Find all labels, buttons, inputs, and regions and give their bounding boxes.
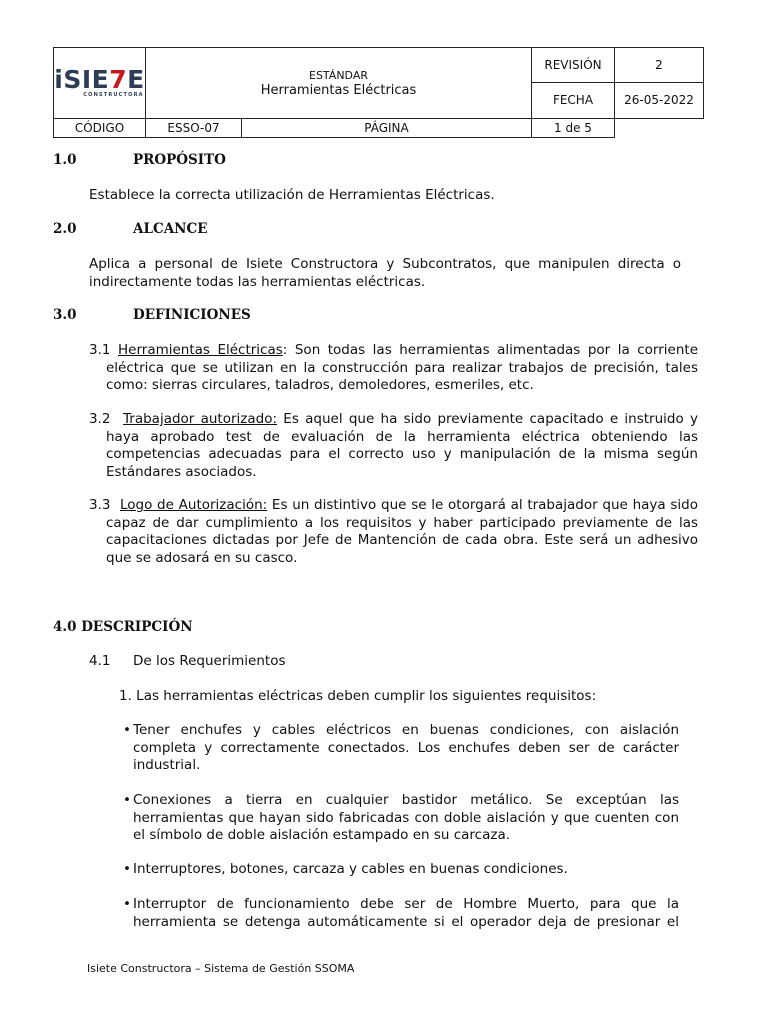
logo-subtext: CONSTRUCTORA bbox=[83, 91, 144, 98]
date-value: 26-05-2022 bbox=[615, 82, 704, 118]
section-3-number: 3.0 bbox=[53, 307, 77, 323]
requirement-bullet-3: Interruptores, botones, carcaza y cables en buenas condiciones. bbox=[133, 861, 568, 877]
requirement-bullet-4: Interruptor de funcionamiento debe ser de Hombre Muerto, para que la herramienta se detenga automáticamente si el operador deja de presionar el bbox=[133, 896, 679, 930]
definition-3-1-term: Herramientas Eléctricas bbox=[118, 342, 283, 358]
revision-label: REVISIÓN bbox=[532, 48, 615, 83]
section-4-title: DESCRIPCIÓN bbox=[81, 619, 193, 635]
revision-value: 2 bbox=[615, 48, 704, 83]
section-4-number: 4.0 bbox=[53, 619, 77, 635]
section-3-title: DEFINICIONES bbox=[133, 307, 251, 323]
document-title: Herramientas Eléctricas bbox=[260, 82, 417, 98]
definition-3-2 bbox=[89, 411, 698, 481]
subsection-4-1-title: De los Requerimientos bbox=[133, 653, 286, 669]
date-label: FECHA bbox=[532, 82, 615, 118]
requirement-item-1: 1. Las herramientas eléctricas deben cumplir los siguientes requisitos: bbox=[119, 688, 597, 704]
subsection-4-1-number: 4.1 bbox=[89, 653, 111, 669]
page-footer: Isiete Constructora – Sistema de Gestión SSOMA bbox=[87, 962, 355, 975]
requirement-bullet-2: Conexiones a tierra en cualquier bastidor metálico. Se exceptúan las herramientas que hayan sido fabricadas con doble aislación y que cuenten con el símbolo de doble aislación estampado en su carcaza. bbox=[133, 792, 679, 843]
section-1-number: 1.0 bbox=[53, 152, 77, 168]
section-1-body: Establece la correcta utilización de Herramientas Eléctricas. bbox=[89, 187, 495, 203]
section-4-heading bbox=[53, 619, 193, 635]
definition-3-3-text: Es un distintivo que se le otorgará al trabajador que haya sido capaz de dar cumplimiento a los requisitos y haber participado previamente de las capacitaciones dictadas por Jefe de Mantención de cada obra. Este será un adhesivo que se adosará en su casco. bbox=[106, 497, 698, 566]
code-value: ESSO-07 bbox=[146, 119, 242, 138]
logo-text-seven: 7 bbox=[109, 64, 128, 94]
section-1-title: PROPÓSITO bbox=[133, 152, 226, 168]
bullet-marker-4: • bbox=[123, 896, 131, 912]
bullet-marker-3: • bbox=[123, 861, 131, 877]
document-header-table bbox=[53, 47, 704, 138]
definition-3-3 bbox=[89, 497, 698, 567]
logo-text-end: E bbox=[127, 64, 145, 94]
section-2-body: Aplica a personal de Isiete Constructora y Subcontratos, que manipulen directa o indirectamente todas las herramientas eléctricas. bbox=[89, 256, 681, 290]
definition-3-1 bbox=[89, 342, 698, 395]
bullet-marker-2: • bbox=[123, 792, 131, 808]
definition-3-3-term: Logo de Autorización: bbox=[119, 497, 268, 513]
standard-label: ESTÁNDAR bbox=[309, 68, 368, 82]
page-label: PÁGINA bbox=[242, 119, 532, 138]
definition-3-3-number: 3.3 bbox=[89, 497, 111, 513]
section-2-number: 2.0 bbox=[53, 221, 77, 237]
section-2-title: ALCANCE bbox=[133, 221, 208, 237]
definition-3-2-number: 3.2 bbox=[89, 411, 111, 427]
definition-3-1-text: Son todas las herramientas alimentadas por la corriente eléctrica que se utilizan en la construcción para realizar trabajos de precisión, tales como: sierras circulares, taladros, demoledores, esmeriles, etc. bbox=[106, 342, 699, 393]
page-value: 1 de 5 bbox=[532, 119, 615, 138]
definition-3-1-number: 3.1 bbox=[89, 342, 111, 358]
bullet-marker-1: • bbox=[123, 722, 131, 738]
document-title-cell bbox=[146, 48, 532, 119]
definition-3-1-sep: : bbox=[282, 342, 288, 358]
definition-3-2-term: Trabajador autorizado: bbox=[123, 411, 278, 427]
logo-text-main: iSIE bbox=[54, 64, 110, 94]
company-logo bbox=[54, 48, 146, 119]
definition-3-2-text: Es aquel que ha sido previamente capacitado e instruido y haya aprobado test de evaluación de la herramienta eléctrica obteniendo las competencias adecuadas para el correcto uso y manipulación de la misma según Estándares asociados. bbox=[106, 411, 698, 480]
code-label: CÓDIGO bbox=[54, 119, 146, 138]
requirement-bullet-1: Tener enchufes y cables eléctricos en buenas condiciones, con aislación completa y correctamente conectados. Los enchufes deben ser de carácter industrial. bbox=[133, 722, 679, 773]
